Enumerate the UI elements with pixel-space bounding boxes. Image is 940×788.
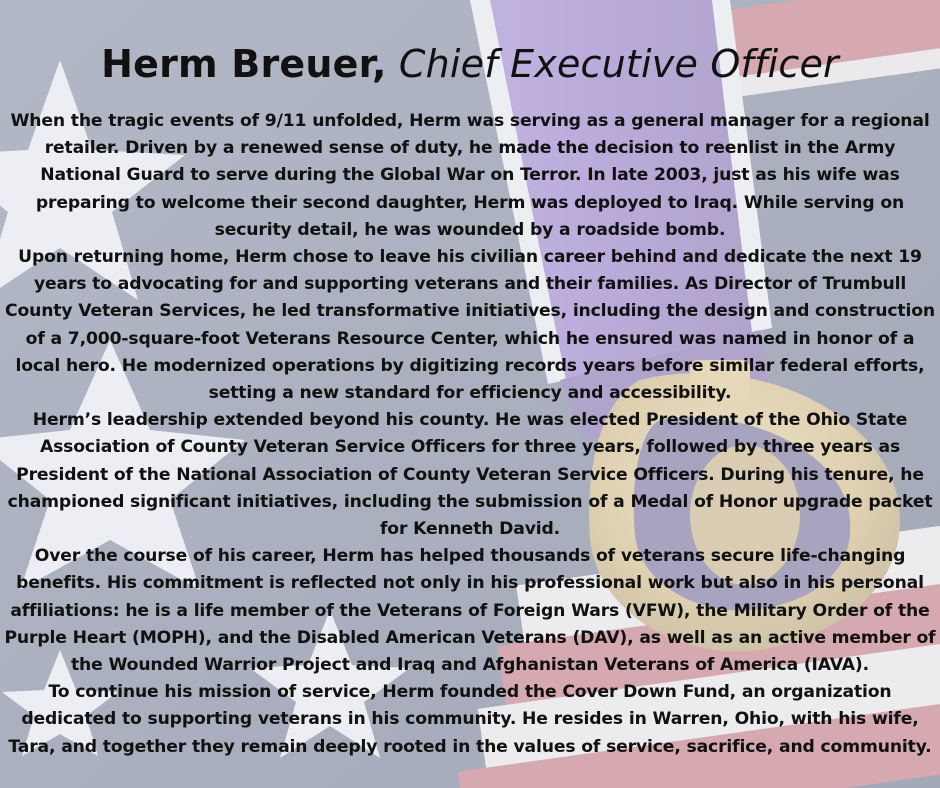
bio-paragraph-4: Over the course of his career, Herm has helped thousands of veterans secure life-changing benefits. His commitment is reflected not only in his professional work but also in his personal affiliations: he is a life member of the Veterans of Foreign Wars (VFW), the Military Order of the Purple Heart (MOPH), and the Disabled American Veterans (DAV), as well as an active member of the Wounded Warrior Project and Iraq and Afghanistan Veterans of America (IAVA). — [4, 546, 936, 676]
bio-paragraph-3: Herm’s leadership extended beyond his county. He was elected President of the Ohio State Association of County Veteran Service Officers for three years, followed by three years as President of the National Association of County Veteran Service Officers. During his tenure, he championed significant initiatives, including the submission of a Medal of Honor upgrade packet for Kenneth David. — [7, 410, 933, 540]
person-name: Herm Breuer, — [101, 42, 387, 86]
bio-paragraph-1: When the tragic events of 9/11 unfolded, Herm was serving as a general manager for a regional retailer. Driven by a renewed sense of duty, he made the decision to reenlist in the Army National Guard to serve during the Global War on Terror. In late 2003, just as his wife was preparing to welcome their second daughter, Herm was deployed to Iraq. While serving on security detail, he was wounded by a roadside bomb. — [10, 111, 930, 240]
page-title — [0, 38, 940, 90]
bio-card — [0, 38, 940, 761]
bio-paragraph-2: Upon returning home, Herm chose to leave his civilian career behind and dedicate the next 19 years to advocating for and supporting veterans and their families. As Director of Trumbull County Veteran Services, he led transformative initiatives, including the design and construction of a 7,000-square-foot Veterans Resource Center, which he ensured was named in honor of a local hero. He modernized operations by digitizing records years before similar federal efforts, setting a new standard for efficiency and accessibility. — [5, 247, 935, 404]
person-role: Chief Executive Officer — [398, 42, 839, 86]
bio-paragraph-5: To continue his mission of service, Herm founded the Cover Down Fund, an organization dedicated to supporting veterans in his community. He resides in Warren, Ohio, with his wife, Tara, and together they remain deeply rooted in the values of service, sacrifice, and community. — [8, 682, 932, 757]
